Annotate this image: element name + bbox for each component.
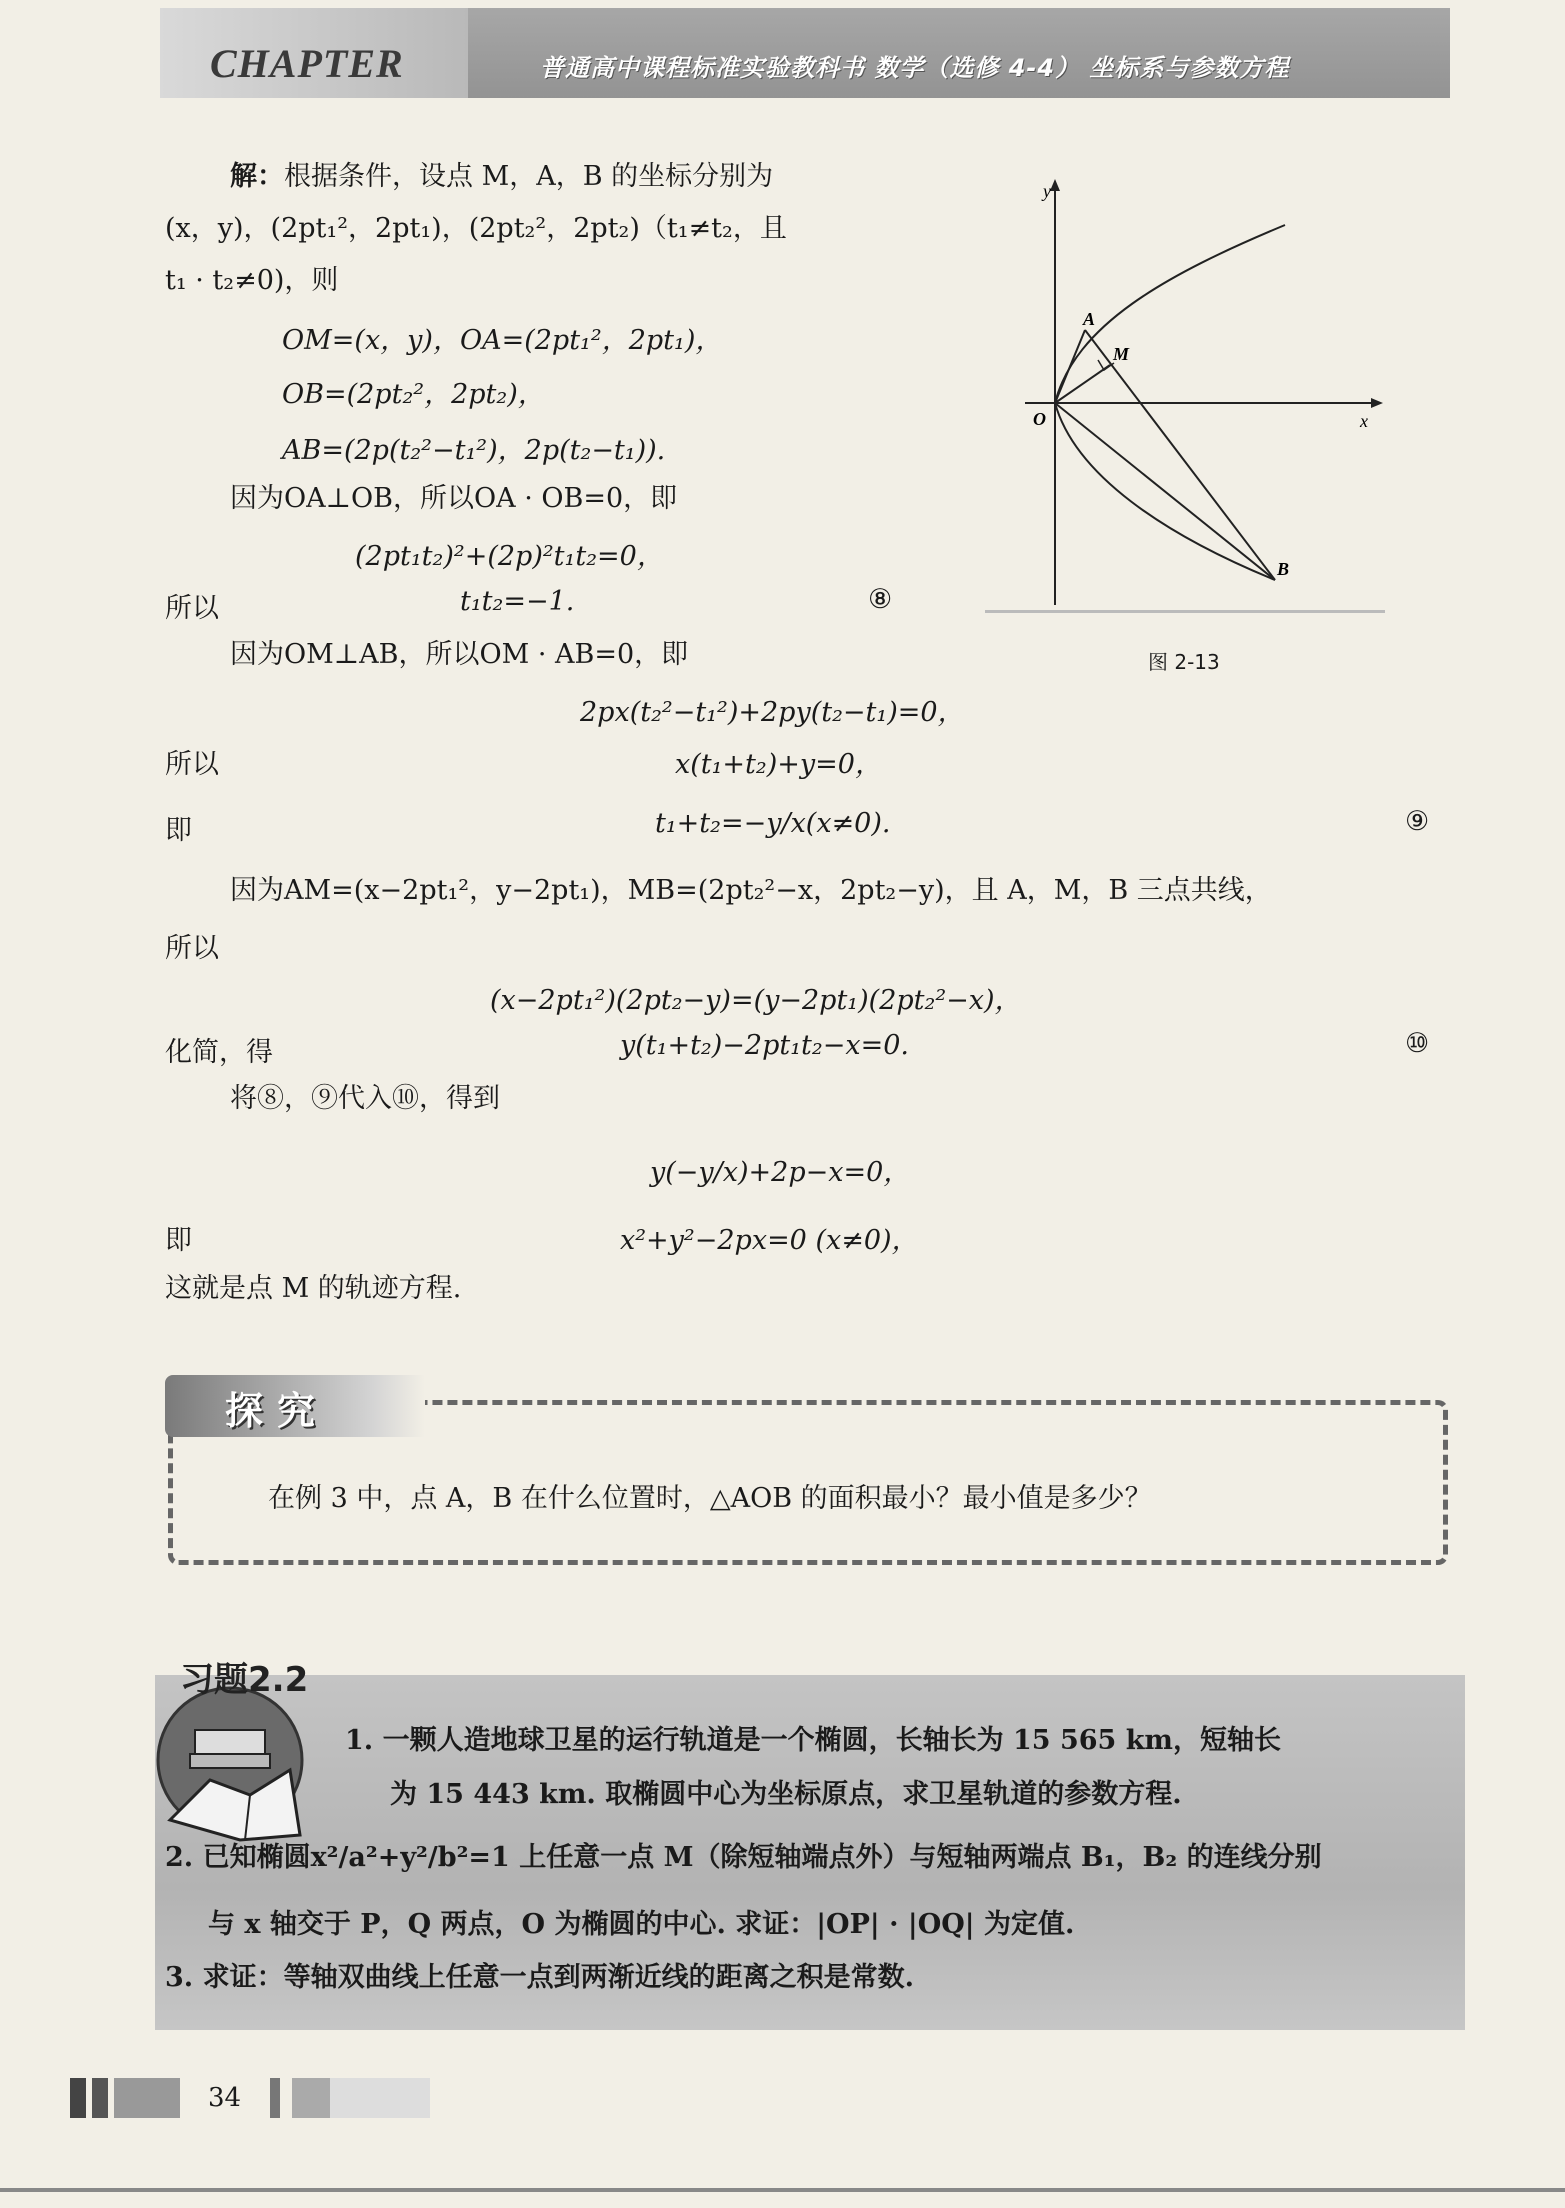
- page-number: 34: [208, 2083, 242, 2113]
- explore-question: 在例 3 中，点 A，B 在什么位置时，△AOB 的面积最小？最小值是多少？: [268, 1483, 1152, 1514]
- exercise-1-line2: 为 15 443 km. 取椭圆中心为坐标原点，求卫星轨道的参数方程.: [390, 1779, 1182, 1810]
- equation-8: t₁t₂=−1.: [460, 586, 575, 617]
- book-title: 普通高中课程标准实验教科书 数学（选修 4-4） 坐标系与参数方程: [540, 54, 1290, 82]
- vector-om-oa: OM=(x，y)，OA=(2pt₁²，2pt₁)，: [282, 325, 723, 356]
- simplify-label: 化简，得: [165, 1037, 273, 1068]
- collinear-statement: 因为AM=(x−2pt₁²，y−2pt₁)，MB=(2pt₂²−x，2pt₂−y)，且 A，M，B 三点共线，: [230, 875, 1272, 906]
- so-label-3: 所以: [165, 933, 219, 964]
- equation-marker-8: ⑧: [868, 584, 893, 615]
- bottom-rule: [0, 2188, 1565, 2192]
- solution-line2: (x，y)，(2pt₁²，2pt₁)，(2pt₂²，2pt₂)（t₁≠t₂，且: [165, 213, 787, 244]
- segment-ab: [1085, 330, 1275, 580]
- exercise-1-line1: 1. 一颗人造地球卫星的运行轨道是一个椭圆，长轴长为 15 565 km，短轴长: [345, 1725, 1281, 1756]
- label-o: O: [1033, 409, 1046, 429]
- chapter-label: CHAPTER: [210, 41, 404, 86]
- label-x: x: [1360, 411, 1368, 431]
- y-axis-arrow: [1050, 179, 1060, 191]
- ji-label-2: 即: [165, 1225, 192, 1256]
- so-label-1: 所以: [165, 593, 219, 624]
- exercise-3: 3. 求证：等轴双曲线上任意一点到两渐近线的距离之积是常数.: [165, 1962, 914, 1993]
- vector-ob: OB=(2pt₂²，2pt₂)，: [282, 379, 545, 410]
- exercise-2-line2: 与 x 轴交于 P，Q 两点，O 为椭圆的中心. 求证：|OP| · |OQ| 为定值.: [208, 1909, 1075, 1940]
- vector-ab: AB=(2p(t₂²−t₁²)，2p(t₂−t₁)).: [282, 435, 666, 466]
- solution-head: 解：: [230, 161, 284, 192]
- solution-line3: t₁ · t₂≠0)，则: [165, 265, 339, 296]
- segment-ob: [1055, 403, 1275, 580]
- label-y: y: [1043, 181, 1051, 201]
- label-a: A: [1083, 309, 1096, 329]
- ji-label-1: 即: [165, 815, 192, 846]
- solution-line1: [230, 160, 773, 194]
- so-label-2: 所以: [165, 749, 219, 780]
- figure-caption: 图 2-13: [1148, 650, 1220, 674]
- x-axis-arrow: [1371, 398, 1383, 408]
- substitute-statement: 将⑧，⑨代入⑩，得到: [230, 1083, 500, 1114]
- footer-bar-left: [70, 2078, 180, 2118]
- conclusion: 这就是点 M 的轨迹方程.: [165, 1273, 462, 1304]
- equation-marker-10: ⑩: [1405, 1028, 1430, 1059]
- equation-marker-9: ⑨: [1405, 806, 1430, 837]
- perp-statement-2: 因为OM⊥AB，所以OM · AB=0，即: [230, 639, 689, 670]
- equation-10: y(t₁+t₂)−2pt₁t₂−x=0.: [620, 1030, 909, 1061]
- label-m: M: [1113, 344, 1130, 364]
- figure-2-13: [985, 175, 1385, 613]
- equation-collinear: (x−2pt₁²)(2pt₂−y)=(y−2pt₁)(2pt₂²−x)，: [490, 985, 1022, 1016]
- perp-statement-1: 因为OA⊥OB，所以OA · OB=0，即: [230, 483, 678, 514]
- equation-final: x²+y²−2px=0 (x≠0)，: [620, 1225, 919, 1256]
- parabola-diagram: [985, 175, 1385, 610]
- equation-perp-2: 2px(t₂²−t₁²)+2py(t₂−t₁)=0，: [580, 697, 965, 728]
- solution-intro: 根据条件，设点 M，A，B 的坐标分别为: [284, 161, 774, 192]
- right-angle-mark: [1098, 360, 1114, 370]
- exercise-title: 习题2.2: [180, 1660, 309, 1700]
- equation-substituted: y(−y/x)+2p−x=0，: [650, 1157, 911, 1188]
- equation-perp-1: (2pt₁t₂)²+(2p)²t₁t₂=0，: [355, 541, 664, 572]
- footer-bar-right: [270, 2078, 430, 2118]
- equation-9: t₁+t₂=−y/x(x≠0).: [655, 808, 891, 839]
- explore-title: 探究: [225, 1389, 330, 1433]
- equation-so-2: x(t₁+t₂)+y=0，: [675, 749, 882, 780]
- exercise-2-line1: 2. 已知椭圆x²/a²+y²/b²=1 上任意一点 M（除短轴端点外）与短轴两端点 B₁，B₂ 的连线分别: [165, 1842, 1322, 1873]
- label-b: B: [1277, 559, 1290, 579]
